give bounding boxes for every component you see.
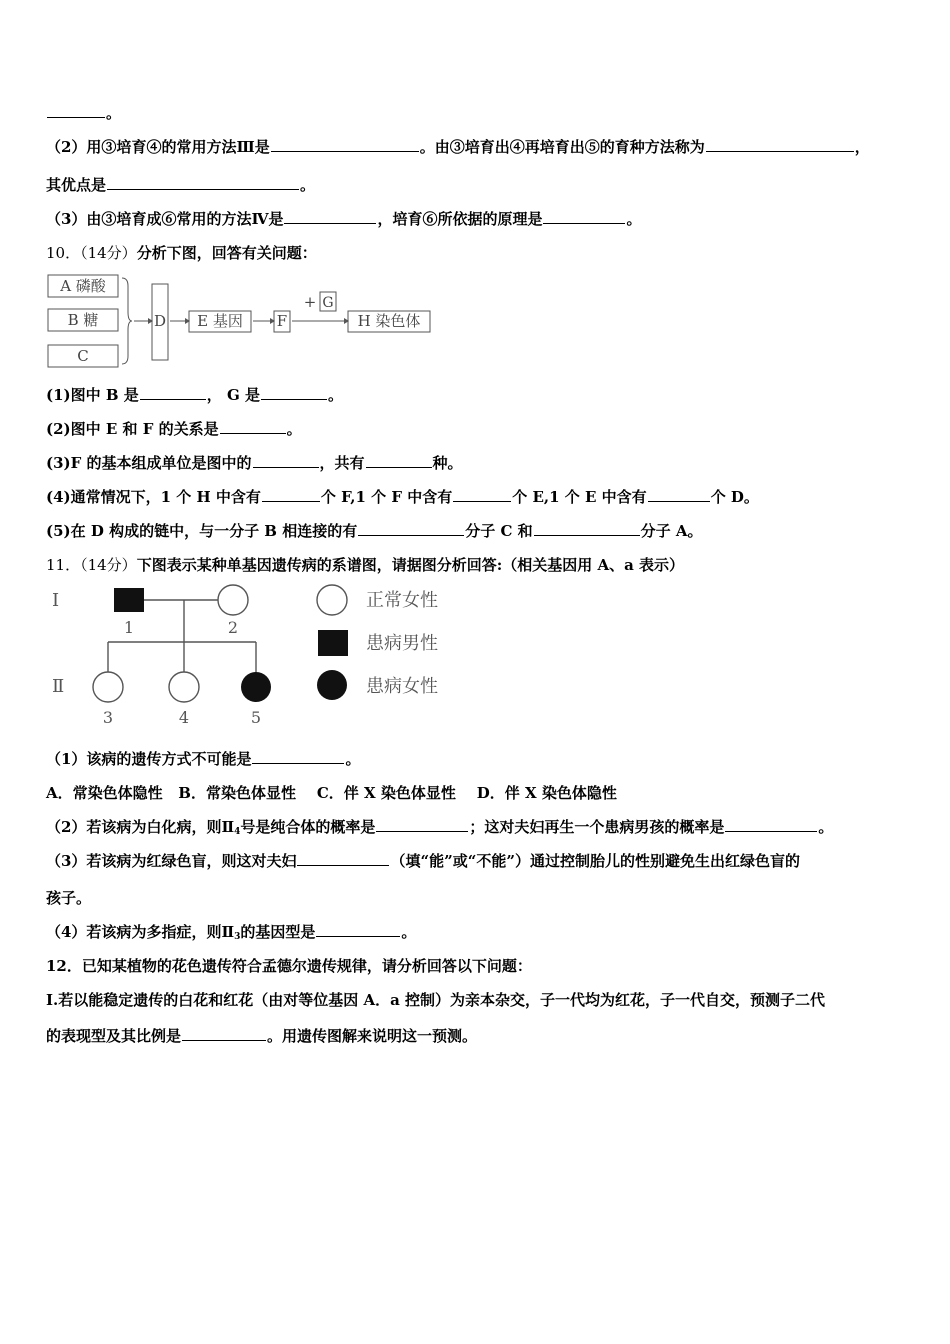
individual-3-normal-female (93, 672, 123, 702)
q11-part4: （4）若该病为多指症，则$Ⅱ_3$的基因型是 。 (46, 923, 417, 942)
legend-affected-female-icon (317, 670, 347, 700)
q9-part2-line1: （2）用③培育④的常用方法Ⅲ是 。由③培育出④再培育出⑤的育种方法称为 ， (46, 138, 870, 156)
answer-blank[interactable] (140, 385, 206, 400)
box-f-label: F (276, 312, 288, 330)
answer-blank[interactable] (725, 817, 817, 832)
q12-part1-line2: 的表现型及其比例是 。用遗传图解来说明这一预测。 (46, 1027, 478, 1045)
answer-blank[interactable] (376, 817, 468, 832)
answer-blank[interactable] (316, 922, 400, 937)
q11-options: A．常染色体隐性 B．常染色体显性 C．伴 X 染色体显性 D．伴 X 染色体隐性 (46, 784, 617, 802)
pedigree-chart (44, 584, 464, 730)
box-h-label: H 染色体 (357, 312, 421, 330)
legend-affected-male-label: 患病男性 (366, 633, 438, 654)
individual-5-number: 5 (250, 708, 262, 727)
box-d-label: D (153, 312, 167, 330)
answer-blank[interactable] (182, 1026, 266, 1041)
answer-blank[interactable] (252, 749, 344, 764)
answer-blank[interactable] (220, 419, 286, 434)
answer-blank[interactable] (453, 487, 511, 502)
answer-blank[interactable] (107, 175, 299, 190)
box-e-label: E 基因 (197, 312, 243, 330)
individual-4-normal-female (169, 672, 199, 702)
answer-blank[interactable] (271, 137, 419, 152)
plus-sign: + (303, 293, 317, 311)
individual-2-normal-female (218, 585, 248, 615)
q9-part2-line2: 其优点是 。 (46, 176, 316, 194)
legend-affected-female-label: 患病女性 (366, 676, 438, 697)
answer-blank[interactable] (648, 487, 710, 502)
answer-blank[interactable] (358, 521, 464, 536)
individual-4-number: 4 (178, 708, 190, 727)
legend-normal-female-icon (317, 585, 347, 615)
box-b-label: B 糖 (67, 311, 99, 329)
q10-part2: (2)图中 E 和 F 的关系是 。 (46, 420, 302, 438)
q12-header: 12．已知某植物的花色遗传符合孟德尔遗传规律，请分析回答以下问题： (46, 957, 532, 975)
individual-5-affected-female (241, 672, 271, 702)
q11-part3-line1: （3）若该病为红绿色盲，则这对夫妇 （填“能”或“不能”）通过控制胎儿的性别避免生出红绿色盲的 (46, 852, 800, 870)
individual-1-number: 1 (123, 618, 135, 637)
generation-1-label: I (52, 590, 60, 611)
q11-part1: （1）该病的遗传方式不可能是 。 (46, 750, 361, 768)
box-g-label: G (322, 295, 334, 311)
prev-answer-line: 。 (46, 103, 910, 123)
legend-normal-female-label: 正常女性 (366, 590, 438, 611)
answer-blank[interactable] (706, 137, 854, 152)
q11-header: 11．（14分）下图表示某种单基因遗传病的系谱图，请据图分析回答:（相关基因用 A、a 表示） (46, 556, 685, 574)
q12-part1-line1: Ⅰ.若以能稳定遗传的白花和红花（由对等位基因 A．a 控制）为亲本杂交，子一代均为红花，子一代自交，预测子二代 (46, 991, 826, 1009)
brace (122, 278, 132, 364)
q10-part4: (4)通常情况下，1 个 H 中含有 个 F,1 个 F 中含有 个 E,1 个 E 中含有 个 D。 (46, 488, 759, 506)
answer-blank[interactable] (543, 209, 625, 224)
legend-affected-male-icon (318, 630, 348, 656)
answer-blank[interactable] (284, 209, 376, 224)
answer-blank[interactable] (261, 385, 327, 400)
answer-blank[interactable] (366, 453, 432, 468)
q10-header: 10．（14分）分析下图，回答有关问题： (46, 244, 317, 262)
generation-2-label: Ⅱ (52, 676, 65, 697)
q9-part3-line: （3）由③培育成⑥常用的方法Ⅳ是 ，培育⑥所依据的原理是 。 (46, 210, 642, 228)
q11-part3-line2: 孩子。 (46, 889, 92, 907)
q10-part3: (3)F 的基本组成单位是图中的 ，共有 种。 (46, 454, 463, 472)
answer-blank[interactable] (297, 851, 389, 866)
individual-3-number: 3 (102, 708, 114, 727)
q10-part1: (1)图中 B 是 ， G 是 。 (46, 386, 344, 404)
box-a-label: A 磷酸 (60, 277, 106, 295)
box-c-label: C (77, 347, 89, 365)
answer-blank[interactable] (534, 521, 640, 536)
individual-2-number: 2 (227, 618, 239, 637)
dna-structure-diagram (44, 272, 444, 376)
answer-blank[interactable] (262, 487, 320, 502)
q10-part5: (5)在 D 构成的链中，与一分子 B 相连接的有 分子 C 和 分子 A。 (46, 522, 703, 540)
answer-blank[interactable] (253, 453, 319, 468)
answer-blank[interactable] (47, 103, 105, 118)
individual-1-affected-male (114, 588, 144, 612)
q11-part2: （2）若该病为白化病，则$Ⅱ_4$号是纯合体的概率是 ；这对夫妇再生一个患病男孩的概率是 。 (46, 818, 834, 837)
